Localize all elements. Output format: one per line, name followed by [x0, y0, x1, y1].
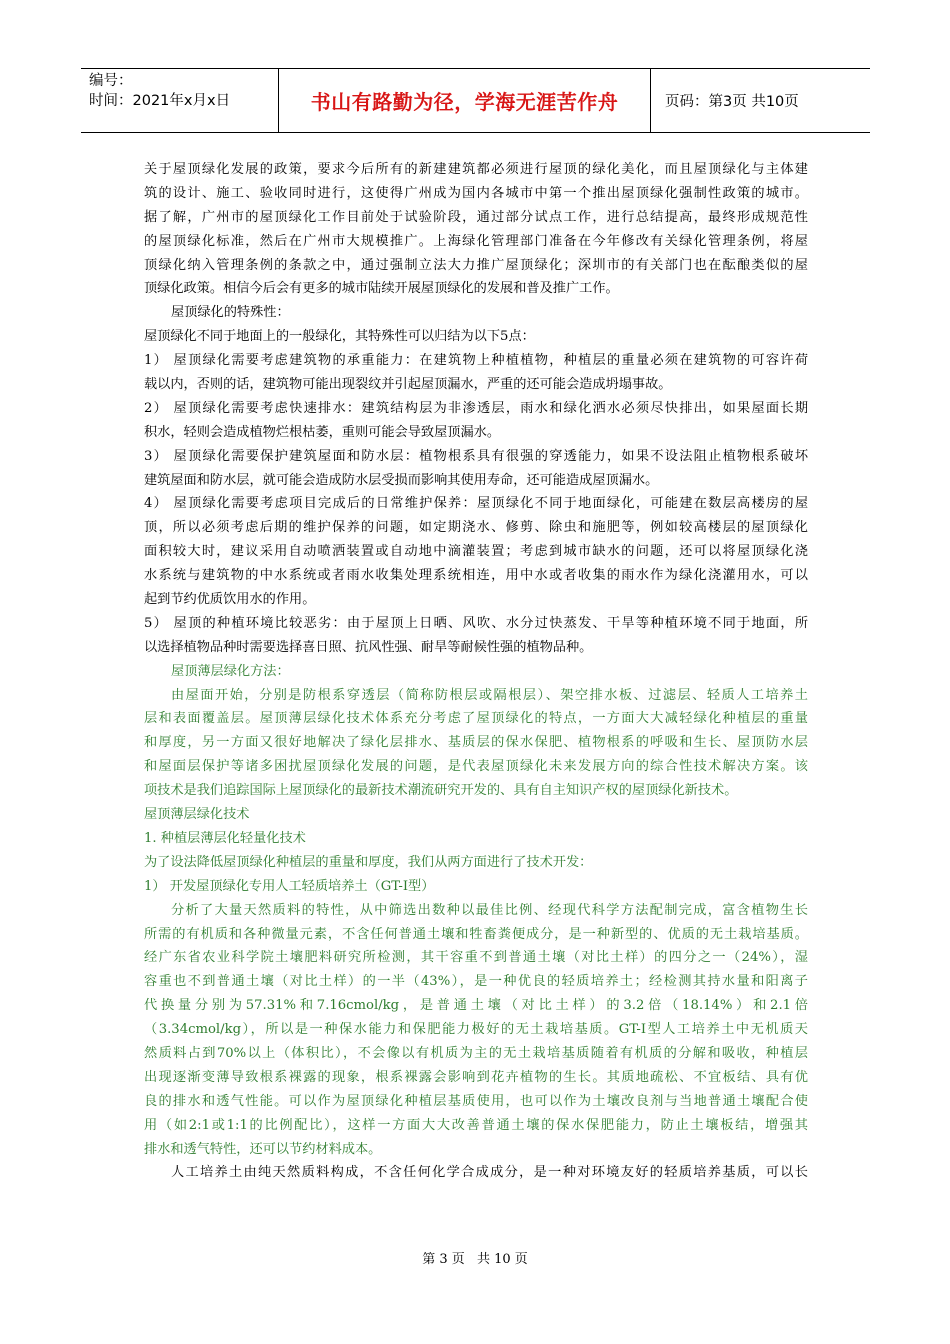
header-motto: 书山有路勤为径，学海无涯苦作舟: [279, 69, 651, 132]
text-line: 面积较大时，建议采用自动喷洒装置或自动地中滴灌装置；考虑到城市缺水的问题，还可以将屋顶绿化浇: [144, 544, 808, 560]
text-line: 1） 屋顶绿化需要考虑建筑物的承重能力：在建筑物上种植植物，种植层的重量必须在建筑物的可容许荷: [144, 353, 808, 369]
text-line: 和屋面层保护等诸多困扰屋顶绿化发展的问题，是代表屋顶绿化未来发展方向的综合性技术解决方案。该: [144, 759, 808, 775]
text-line: 顶，所以必须考虑后期的维护保养的问题，如定期浇水、修剪、除虫和施肥等，例如较高楼层的屋顶绿化: [144, 520, 808, 536]
text-line: 屋顶薄层绿化方法：: [171, 663, 290, 679]
text-line: 筑的设计、施工、验收同时进行，这使得广州成为国内各城市中第一个推出屋顶绿化强制性政策的城市。: [144, 185, 808, 201]
doc-time-label: 时间：2021年x月x日: [89, 93, 231, 109]
text-line: 载以内，否则的话，建筑物可能出现裂纹并引起屋顶漏水，严重的还可能会造成坍塌事故。: [144, 377, 672, 393]
text-line: 容重也不到普通土壤（对比土样）的一半（43%），是一种优良的轻质培养土；经检测其持水量和阳离子: [144, 974, 808, 990]
text-line: 积水，轻则会造成植物烂根枯萎，重则可能会导致屋顶漏水。: [144, 424, 501, 440]
text-line: 项技术是我们追踪国际上屋顶绿化的最新技术潮流研究开发的、具有自主知识产权的屋顶绿化新技术。: [144, 783, 738, 799]
page-header: [81, 68, 870, 133]
text-line: 起到节约优质饮用水的作用。: [144, 592, 316, 608]
text-line: 4） 屋顶绿化需要考虑项目完成后的日常维护保养：屋顶绿化不同于地面绿化，可能建在数层高楼房的屋: [144, 496, 808, 512]
text-line: 代换量分别为57.31%和7.16cmol/kg，是普通土壤（对比土样）的3.2倍（18.14%）和2.1倍: [144, 998, 808, 1014]
document-body: [144, 158, 808, 1185]
text-line: 顶绿化政策。相信今后会有更多的城市陆续开展屋顶绿化的发展和普及推广工作。: [144, 281, 619, 297]
text-line: 据了解，广州市的屋顶绿化工作目前处于试验阶段，通过部分试点工作，进行总结提高，最终形成规范性: [144, 209, 808, 225]
text-line: 顶绿化纳入管理条例的条款之中，通过强制立法大力推广屋顶绿化；深圳市的有关部门也在酝酿类似的屋: [144, 257, 808, 273]
text-line: （3.34cmol/kg），所以是一种保水能力和保肥能力极好的无土栽培基质。GT-I型人工培养土中无机质天: [144, 1022, 808, 1038]
text-line: 层和表面覆盖层。屋顶薄层绿化技术体系充分考虑了屋顶绿化的特点，一方面大大减轻绿化种植层的重量: [144, 711, 808, 727]
text-line: 1. 种植层薄层化轻量化技术: [144, 830, 306, 846]
text-line: 屋顶薄层绿化技术: [144, 807, 250, 823]
text-line: 由屋面开始，分别是防根系穿透层（简称防根层或隔根层）、架空排水板、过滤层、轻质人工培养土: [171, 687, 808, 703]
text-line: 所需的有机质和各种微量元素，不含任何普通土壤和牲畜粪便成分，是一种新型的、优质的无土栽培基质。: [144, 926, 808, 942]
footer-page-total: 共 10 页: [476, 1252, 528, 1267]
text-line: 3） 屋顶绿化需要保护建筑屋面和防水层：植物根系具有很强的穿透能力，如果不设法阻止植物根系破坏: [144, 448, 808, 464]
text-line: 的屋顶绿化标准，然后在广州市大规模推广。上海绿化管理部门准备在今年修改有关绿化管理条例，将屋: [144, 233, 808, 249]
text-line: 人工培养土由纯天然质料构成，不含任何化学合成成分，是一种对环境友好的轻质培养基质，可以长: [171, 1165, 808, 1181]
text-line: 良的排水和透气性能。可以作为屋顶绿化种植层基质使用，也可以作为土壤改良剂与当地普通土壤配合使: [144, 1093, 808, 1109]
text-line: 分析了大量天然质料的特性，从中筛选出数种以最佳比例、经现代科学方法配制完成，富含植物生长: [171, 902, 808, 918]
text-line: 5） 屋顶的种植环境比较恶劣：由于屋顶上日晒、风吹、水分过快蒸发、干旱等种植环境不同于地面，所: [144, 615, 808, 631]
text-line: 经广东省农业科学院土壤肥料研究所检测，其干容重不到普通土壤（对比土样）的四分之一（24%），湿: [144, 950, 808, 966]
text-line: 排水和透气特性，还可以节约材料成本。: [144, 1141, 382, 1157]
text-line: 屋顶绿化不同于地面上的一般绿化，其特殊性可以归结为以下5点：: [144, 329, 535, 345]
text-line: 为了设法降低屋顶绿化种植层的重量和厚度，我们从两方面进行了技术开发：: [144, 854, 593, 870]
text-line: 用（如2:1或1:1的比例配比），这样一方面大大改善普通土壤的保水保肥能力，防止土壤板结，增强其: [144, 1117, 808, 1133]
header-meta: [81, 69, 279, 132]
header-page-label: 页码：第3页 共10页: [665, 94, 799, 110]
text-line: 水系统与建筑物的中水系统或者雨水收集处理系统相连，用中水或者收集的雨水作为绿化浇灌用水，可以: [144, 568, 808, 584]
text-line: 屋顶绿化的特殊性：: [171, 305, 290, 321]
text-line: 和厚度，另一方面又很好地解决了绿化层排水、基质层的保水保肥、植物根系的呼吸和生长、屋顶防水层: [144, 735, 808, 751]
text-line: 出现逐渐变薄导致根系裸露的现象，根系裸露会影响到花卉植物的生长。其质地疏松、不宜板结、具有优: [144, 1069, 808, 1085]
footer-page-number: 第 3 页: [422, 1252, 465, 1267]
text-line: 然质料占到70%以上（体积比），不会像以有机质为主的无土栽培基质随着有机质的分解和吸收，种植层: [144, 1045, 808, 1061]
text-line: 以选择植物品种时需要选择喜日照、抗风性强、耐旱等耐候性强的植物品种。: [144, 639, 593, 655]
text-line: 1） 开发屋顶绿化专用人工轻质培养土（GT-I型）: [144, 878, 435, 894]
text-line: 2） 屋顶绿化需要考虑快速排水：建筑结构层为非渗透层，雨水和绿化洒水必须尽快排出，如果屋面长期: [144, 400, 808, 416]
text-line: 建筑屋面和防水层，就可能会造成防水层受损而影响其使用寿命，还可能造成屋顶漏水。: [144, 472, 659, 488]
doc-code-label: 编号：: [89, 73, 133, 89]
text-line: 关于屋顶绿化发展的政策，要求今后所有的新建建筑都必须进行屋顶的绿化美化，而且屋顶绿化与主体建: [144, 162, 808, 177]
page-footer: [0, 1248, 950, 1267]
